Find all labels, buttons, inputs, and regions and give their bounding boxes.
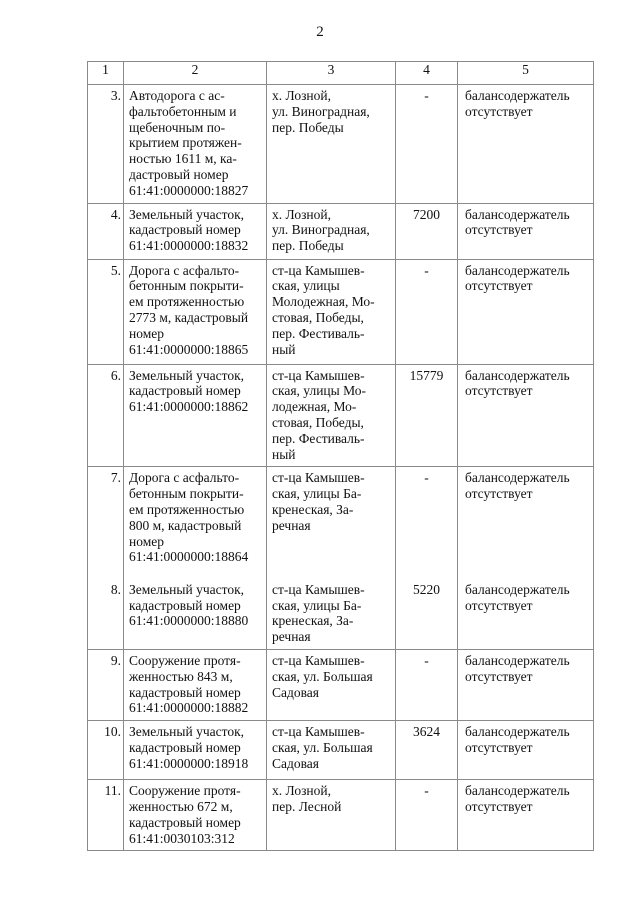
row-number (88, 259, 124, 364)
cell-line: крытием протяжен- (129, 135, 242, 151)
cell-line: Молодежная, Мо- (272, 294, 375, 310)
object-area (396, 259, 458, 364)
row-number (88, 467, 124, 579)
cell-line: Автодорога с ас- (129, 88, 225, 103)
cell-text: 15779 (409, 367, 444, 383)
cell-line: кренеская, За- (272, 501, 354, 517)
cell-text: - (424, 262, 429, 278)
object-name (124, 721, 267, 780)
object-holder (458, 721, 594, 780)
cell-line: ст-ца Камышев- (272, 581, 365, 597)
cell-text: 8. (110, 581, 121, 597)
cell-line: 61:41:0000000:18864 (129, 549, 249, 565)
object-name (124, 364, 267, 467)
cell-line: балансодержатель (465, 581, 570, 597)
column-header: 3 (267, 62, 396, 85)
object-address (267, 780, 396, 851)
property-table (87, 61, 594, 851)
cell-text: 9. (110, 653, 121, 669)
cell-line: ул. Виноградная, (272, 222, 370, 238)
cell-text: 4. (110, 206, 121, 222)
cell-line: х. Лозной, (272, 783, 331, 799)
table-row (88, 259, 594, 364)
object-holder (458, 259, 594, 364)
object-area (396, 721, 458, 780)
cell-line: женностью 672 м, (129, 799, 233, 815)
cell-line: отсутствует (465, 799, 533, 815)
cell-line: речная (272, 629, 311, 645)
object-holder (458, 467, 594, 579)
table-row (88, 85, 594, 204)
cell-line: ст-ца Камышев- (272, 262, 365, 278)
cell-line: 61:41:0000000:18865 (129, 341, 249, 357)
cell-text: - (424, 470, 429, 486)
column-header: 2 (124, 62, 267, 85)
object-name (124, 467, 267, 579)
property-table-body (88, 62, 594, 851)
cell-line: отсутствует (465, 222, 533, 238)
cell-line: отсутствует (465, 383, 533, 399)
cell-line: кадастровый номер (129, 740, 241, 756)
cell-line: ст-ца Камышев- (272, 367, 365, 383)
cell-line: отсутствует (465, 668, 533, 684)
cell-line: 61:41:0000000:18832 (129, 238, 249, 254)
cell-line: номер (129, 533, 165, 549)
object-name (124, 780, 267, 851)
cell-line: стовая, Победы, (272, 414, 364, 430)
table-row (88, 364, 594, 467)
cell-line: 61:41:0000000:18827 (129, 182, 249, 198)
cell-line: 61:41:0030103:312 (129, 830, 235, 846)
row-number (88, 780, 124, 851)
cell-line: Земельный участок, (129, 367, 245, 383)
cell-text: 7200 (413, 206, 440, 222)
cell-line: номер (129, 325, 165, 341)
cell-line: бетонным покрыти- (129, 278, 244, 294)
cell-text: - (424, 783, 429, 799)
row-number (88, 650, 124, 721)
object-holder (458, 579, 594, 650)
cell-line: ская, улицы (272, 278, 340, 294)
cell-line: Сооружение протя- (129, 653, 241, 669)
cell-line: 61:41:0000000:18880 (129, 613, 249, 629)
object-area (396, 579, 458, 650)
object-name (124, 203, 267, 259)
cell-line: балансодержатель (465, 470, 570, 486)
object-name (124, 259, 267, 364)
cell-line: балансодержатель (465, 206, 570, 222)
table-row (88, 203, 594, 259)
column-header: 5 (458, 62, 594, 85)
cell-line: Земельный участок, (129, 724, 245, 740)
cell-line: балансодержатель (465, 88, 570, 103)
table-row (88, 650, 594, 721)
cell-line: Садовая (272, 755, 320, 771)
cell-text: 10. (104, 724, 121, 740)
cell-line: ем протяженностью (129, 294, 245, 310)
cell-line: ный (272, 341, 296, 357)
object-area (396, 467, 458, 579)
cell-line: ская, улицы Ба- (272, 486, 362, 502)
cell-text: - (424, 88, 429, 103)
cell-line: фальтобетонным и (129, 103, 237, 119)
cell-line: пер. Лесной (272, 799, 342, 815)
object-area (396, 780, 458, 851)
cell-line: 61:41:0000000:18862 (129, 399, 249, 415)
cell-line: ская, ул. Большая (272, 740, 373, 756)
cell-text: 5220 (413, 581, 440, 597)
object-area (396, 85, 458, 204)
cell-line: пер. Победы (272, 238, 344, 254)
table-row (88, 780, 594, 851)
cell-line: балансодержатель (465, 367, 570, 383)
cell-line: ст-ца Камышев- (272, 653, 365, 669)
cell-line: бетонным покрыти- (129, 486, 244, 502)
object-address (267, 721, 396, 780)
object-address (267, 467, 396, 579)
cell-line: отсутствует (465, 740, 533, 756)
table-row (88, 721, 594, 780)
cell-line: Сооружение протя- (129, 783, 241, 799)
table-header-row (88, 62, 594, 85)
row-number (88, 203, 124, 259)
cell-line: отсутствует (465, 597, 533, 613)
cell-line: пер. Фестиваль- (272, 430, 365, 446)
cell-line: Садовая (272, 684, 320, 700)
cell-line: ул. Виноградная, (272, 103, 370, 119)
row-number (88, 85, 124, 204)
object-address (267, 650, 396, 721)
column-header: 4 (396, 62, 458, 85)
cell-text: 5. (110, 262, 121, 278)
cell-line: ем протяженностью (129, 501, 245, 517)
object-address (267, 364, 396, 467)
cell-line: отсутствует (465, 486, 533, 502)
cell-line: кадастровый номер (129, 597, 241, 613)
cell-text: 11. (104, 783, 121, 799)
cell-text: 3624 (413, 724, 440, 740)
cell-line: пер. Победы (272, 119, 344, 135)
column-header: 1 (88, 62, 124, 85)
object-name (124, 650, 267, 721)
cell-line: женностью 843 м, (129, 668, 233, 684)
cell-line: Дорога с асфальто- (129, 262, 240, 278)
cell-line: кадастровый номер (129, 222, 241, 238)
object-holder (458, 85, 594, 204)
cell-line: Земельный участок, (129, 581, 245, 597)
object-holder (458, 650, 594, 721)
cell-line: отсутствует (465, 278, 533, 294)
cell-line: х. Лозной, (272, 88, 331, 103)
cell-line: ская, улицы Ба- (272, 597, 362, 613)
cell-line: 61:41:0000000:18918 (129, 755, 249, 771)
cell-line: ст-ца Камышев- (272, 470, 365, 486)
object-address (267, 579, 396, 650)
object-holder (458, 780, 594, 851)
object-address (267, 259, 396, 364)
cell-line: кадастровый номер (129, 814, 241, 830)
cell-line: кренеская, За- (272, 613, 354, 629)
cell-line: Дорога с асфальто- (129, 470, 240, 486)
cell-line: ный (272, 446, 296, 462)
object-address (267, 85, 396, 204)
object-name (124, 85, 267, 204)
cell-line: кадастровый номер (129, 383, 241, 399)
cell-line: 2773 м, кадастровый (129, 309, 249, 325)
table-row (88, 579, 594, 650)
cell-line: отсутствует (465, 103, 533, 119)
cell-line: 800 м, кадастровый (129, 517, 242, 533)
cell-line: лодежная, Мо- (272, 399, 357, 415)
cell-line: ская, ул. Большая (272, 668, 373, 684)
cell-line: балансодержатель (465, 724, 570, 740)
row-number (88, 364, 124, 467)
object-address (267, 203, 396, 259)
cell-line: 61:41:0000000:18882 (129, 700, 249, 716)
cell-line: кадастровый номер (129, 684, 241, 700)
cell-line: щебеночным по- (129, 119, 226, 135)
cell-line: ностью 1611 м, ка- (129, 151, 237, 167)
object-name (124, 579, 267, 650)
page-number: 2 (316, 24, 324, 40)
table-row (88, 467, 594, 579)
cell-line: речная (272, 517, 311, 533)
cell-line: балансодержатель (465, 653, 570, 669)
cell-text: 3. (110, 88, 121, 103)
object-area (396, 203, 458, 259)
object-area (396, 364, 458, 467)
cell-text: - (424, 653, 429, 669)
object-holder (458, 364, 594, 467)
object-holder (458, 203, 594, 259)
row-number (88, 579, 124, 650)
cell-line: стовая, Победы, (272, 309, 364, 325)
cell-line: х. Лозной, (272, 206, 331, 222)
row-number (88, 721, 124, 780)
cell-line: Земельный участок, (129, 206, 245, 222)
cell-line: ст-ца Камышев- (272, 724, 365, 740)
cell-line: пер. Фестиваль- (272, 325, 365, 341)
cell-line: ская, улицы Мо- (272, 383, 366, 399)
cell-text: 7. (110, 470, 121, 486)
cell-line: балансодержатель (465, 262, 570, 278)
cell-line: балансодержатель (465, 783, 570, 799)
cell-text: 6. (110, 367, 121, 383)
cell-line: дастровый номер (129, 166, 229, 182)
object-area (396, 650, 458, 721)
